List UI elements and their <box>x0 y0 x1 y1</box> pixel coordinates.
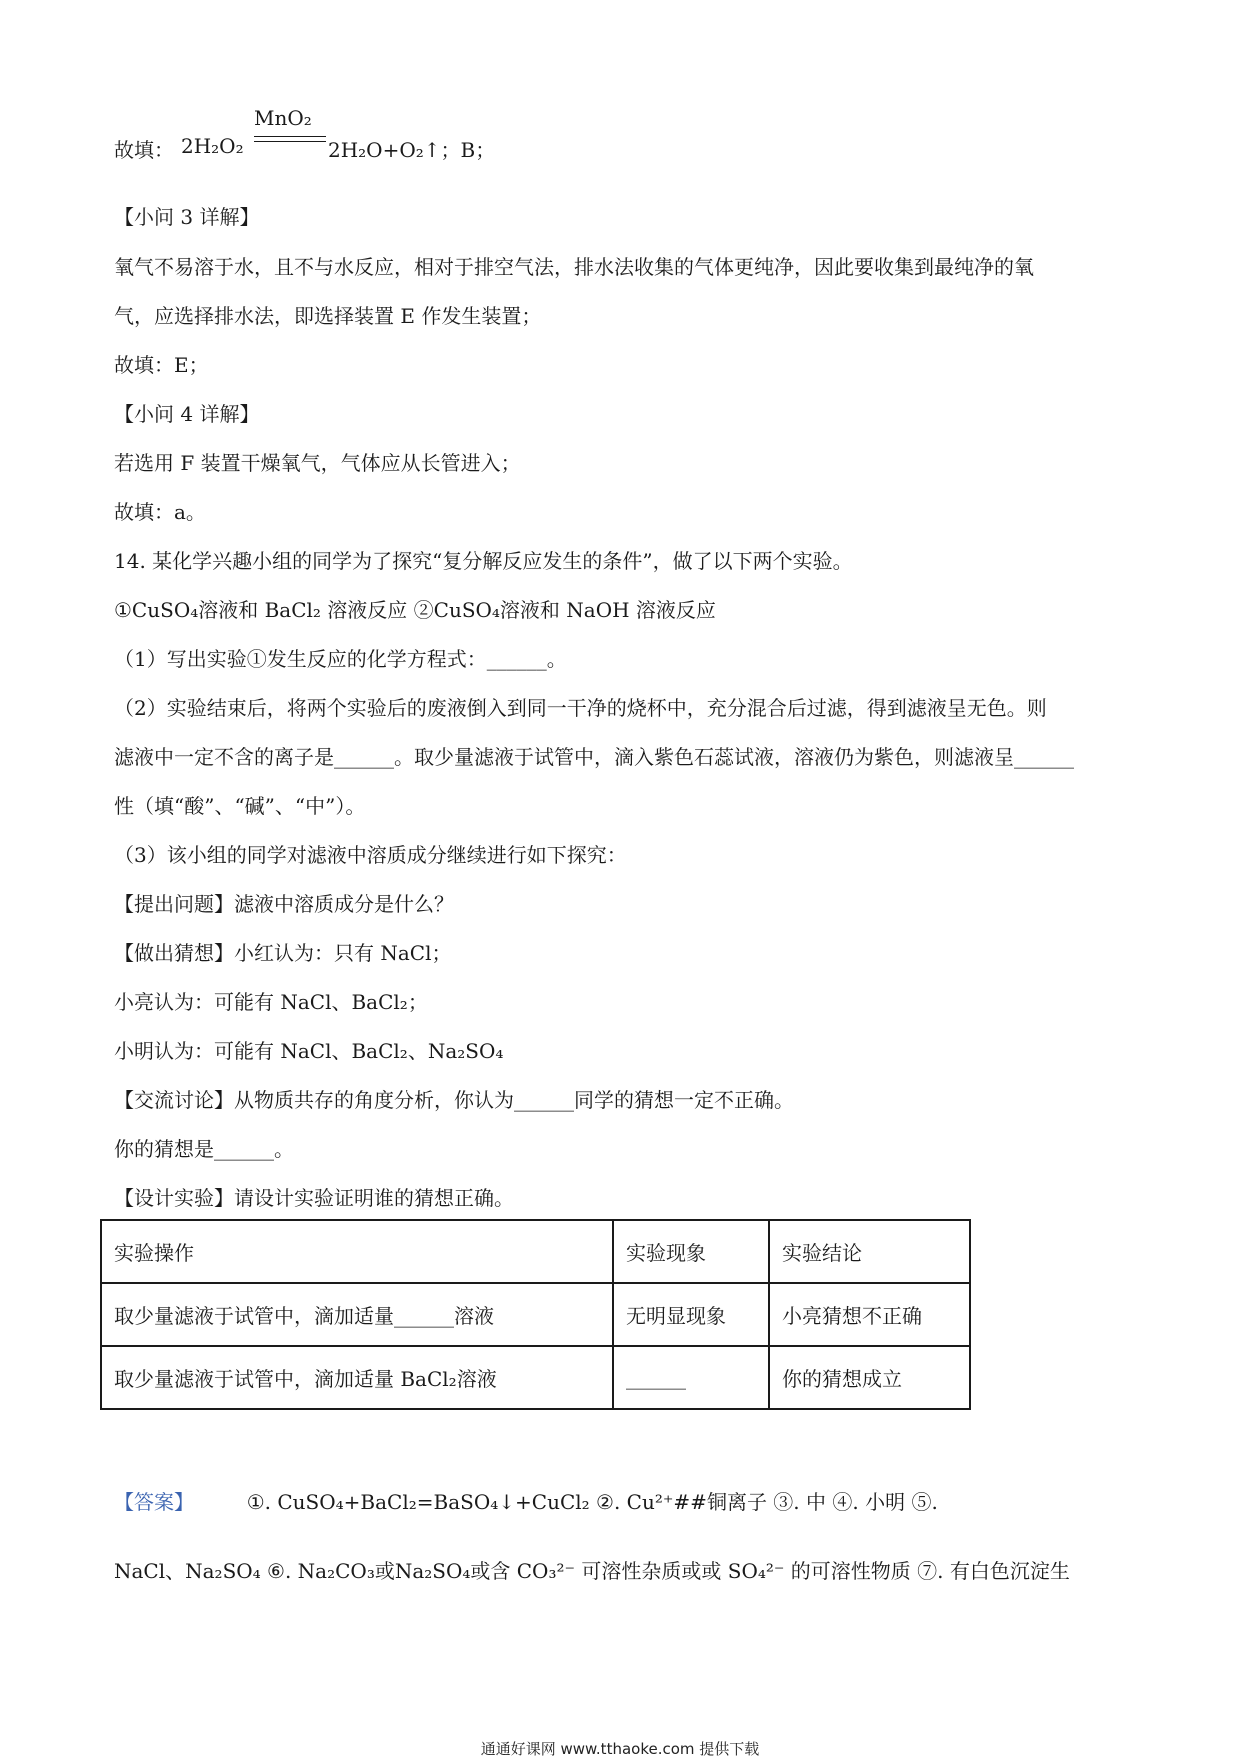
experiment-list: ①CuSO₄溶液和 BaCl₂ 溶液反应 ②CuSO₄溶液和 NaOH 溶液反应 <box>114 598 716 622</box>
answer-block <box>114 1486 1070 1584</box>
answer-line: 故填：a。 <box>114 500 206 524</box>
table-row <box>101 1283 970 1346</box>
table-header-row <box>101 1220 970 1283</box>
table-cell: 无明显现象 <box>613 1283 769 1346</box>
paragraph-line: 【交流讨论】从物质共存的角度分析，你认为______同学的猜想一定不正确。 <box>114 1088 794 1112</box>
experiment-table <box>100 1219 971 1410</box>
footer-text: 通通好课网 www.tthaoke.com 提供下载 <box>480 1740 760 1758</box>
sub-question-3: （3）该小组的同学对滤液中溶质成分继续进行如下探究： <box>114 843 627 867</box>
table-header: 实验结论 <box>769 1220 970 1283</box>
paragraph-line: 你的猜想是______。 <box>114 1137 294 1161</box>
paragraph-line: 【做出猜想】小红认为：只有 NaCl； <box>114 941 452 965</box>
answer-line-2: NaCl、Na₂SO₄ ⑥. Na₂CO₃或Na₂SO₄或含 CO₃²⁻ 可溶性杂质或或 SO₄²⁻ 的可溶性物质 ⑦. 有白色沉淀生 <box>114 1559 1070 1583</box>
paragraph-line: 小亮认为：可能有 NaCl、BaCl₂； <box>114 990 428 1014</box>
paragraph-line: 若选用 F 装置干燥氧气，气体应从长管进入； <box>114 451 521 475</box>
table-cell: 你的猜想成立 <box>769 1346 970 1409</box>
paragraph-line: 小明认为：可能有 NaCl、BaCl₂、Na₂SO₄ <box>114 1039 504 1063</box>
table-cell: 取少量滤液于试管中，滴加适量______溶液 <box>101 1283 613 1346</box>
section-heading-q3: 【小问 3 详解】 <box>114 205 260 229</box>
table-cell: ______ <box>613 1346 769 1409</box>
equation-products: 2H₂O+O₂↑；B； <box>328 138 496 162</box>
answer-tag: 【答案】 <box>114 1490 194 1514</box>
equation-prefix: 故填： <box>114 138 174 162</box>
table-row <box>101 1346 970 1409</box>
sub-question-1: （1）写出实验①发生反应的化学方程式：______。 <box>114 647 567 671</box>
equation-double-bar-top <box>254 136 326 137</box>
table-cell: 取少量滤液于试管中，滴加适量 BaCl₂溶液 <box>101 1346 613 1409</box>
sub-question-2: （2）实验结束后，将两个实验后的废液倒入到同一干净的烧杯中，充分混合后过滤，得到滤液呈无色。则 <box>114 696 1047 720</box>
section-heading-q4: 【小问 4 详解】 <box>114 402 260 426</box>
answer-line: 故填：E； <box>114 353 209 377</box>
equation-reactant: 2H₂O₂ <box>181 134 244 158</box>
equation-double-bar-bottom <box>254 141 326 142</box>
answer-line-1: ①. CuSO₄+BaCl₂=BaSO₄↓+CuCl₂ ②. Cu²⁺##铜离子 ③. 中 ④. 小明 ⑤. <box>246 1490 938 1514</box>
equation-catalyst: MnO₂ <box>254 106 312 130</box>
table-cell: 小亮猜想不正确 <box>769 1283 970 1346</box>
paragraph-line: 【提出问题】滤液中溶质成分是什么？ <box>114 892 454 916</box>
table-header: 实验现象 <box>613 1220 769 1283</box>
table-header: 实验操作 <box>101 1220 613 1283</box>
question-title: 14. 某化学兴趣小组的同学为了探究“复分解反应发生的条件”，做了以下两个实验。 <box>114 549 853 573</box>
paragraph-line: 氧气不易溶于水，且不与水反应，相对于排空气法，排水法收集的气体更纯净，因此要收集到最纯净的氧 <box>114 255 1034 279</box>
paragraph-line: 气，应选择排水法，即选择装置 E 作发生装置； <box>114 304 542 328</box>
paragraph-line: 滤液中一定不含的离子是______。取少量滤液于试管中，滴入紫色石蕊试液，溶液仍为紫色，则滤液呈______ <box>114 745 1074 769</box>
paragraph-line: 性（填“酸”、“碱”、“中”）。 <box>114 794 366 818</box>
paragraph-line: 【设计实验】请设计实验证明谁的猜想正确。 <box>114 1186 514 1210</box>
equation-line <box>114 100 814 160</box>
